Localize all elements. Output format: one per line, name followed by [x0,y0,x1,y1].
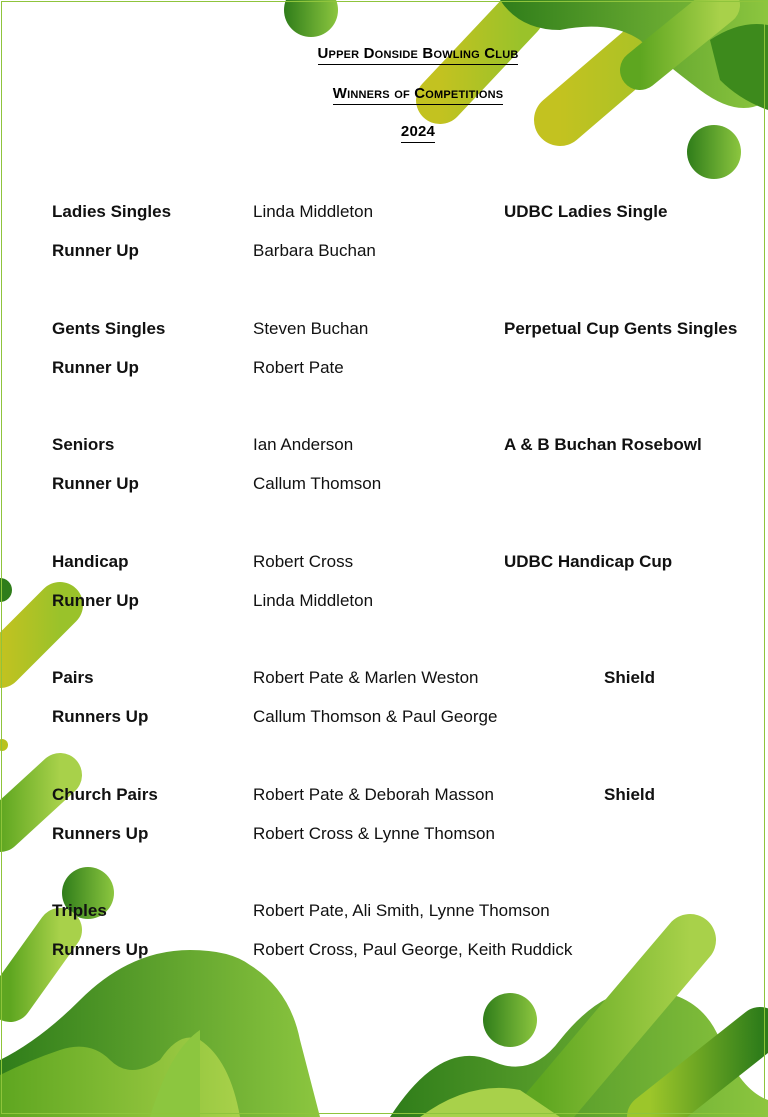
competition-trophy: Perpetual Cup Gents Singles [504,319,738,338]
competition-row [0,433,768,457]
competition-winner: Robert Cross, Paul George, Keith Ruddick [253,940,573,959]
competition-winner: Robert Pate & Marlen Weston [253,668,479,687]
competition-label: Triples [52,901,107,920]
competition-winner: Steven Buchan [253,319,369,338]
competition-row [0,589,768,613]
competition-row [0,938,768,962]
competition-winner: Robert Cross [253,552,354,571]
competition-trophy: Shield [604,785,656,804]
competition-label: Church Pairs [52,785,158,804]
competition-label: Runner Up [52,358,139,377]
page-subtitle: Winners of Competitions [0,85,768,102]
competition-row [0,472,768,496]
competition-winner: Barbara Buchan [253,241,376,260]
competition-label: Ladies Singles [52,202,172,221]
competition-row [0,783,768,807]
competition-row [0,899,768,923]
competition-row [0,705,768,729]
competition-row [0,550,768,574]
competition-row [0,666,768,690]
competition-winner: Linda Middleton [253,202,374,221]
competition-label: Runners Up [52,940,149,959]
competition-winner: Robert Pate [253,358,344,377]
competition-trophy: UDBC Handicap Cup [504,552,673,571]
competition-trophy: UDBC Ladies Single [504,202,668,221]
competition-row [0,239,768,263]
competition-label: Pairs [52,668,94,687]
competition-label: Runners Up [52,824,149,843]
competition-winner: Robert Pate, Ali Smith, Lynne Thomson [253,901,550,920]
competition-row [0,356,768,380]
competition-trophy: Shield [604,668,656,687]
competition-winner: Robert Pate & Deborah Masson [253,785,494,804]
competition-label: Runners Up [52,707,149,726]
competition-label: Runner Up [52,474,139,493]
competition-winner: Linda Middleton [253,591,374,610]
competition-label: Runner Up [52,241,139,260]
competition-winner: Callum Thomson & Paul George [253,707,498,726]
competition-winner: Callum Thomson [253,474,382,493]
competition-row [0,822,768,846]
competition-trophy: A & B Buchan Rosebowl [504,435,702,454]
competition-label: Runner Up [52,591,139,610]
club-title: Upper Donside Bowling Club [0,45,768,62]
competition-winner: Ian Anderson [253,435,354,454]
competition-label: Gents Singles [52,319,166,338]
competition-row [0,200,768,224]
competition-row [0,317,768,341]
competition-label: Seniors [52,435,115,454]
competition-label: Handicap [52,552,129,571]
competition-winner: Robert Cross & Lynne Thomson [253,824,495,843]
year-heading: 2024 [0,123,768,140]
